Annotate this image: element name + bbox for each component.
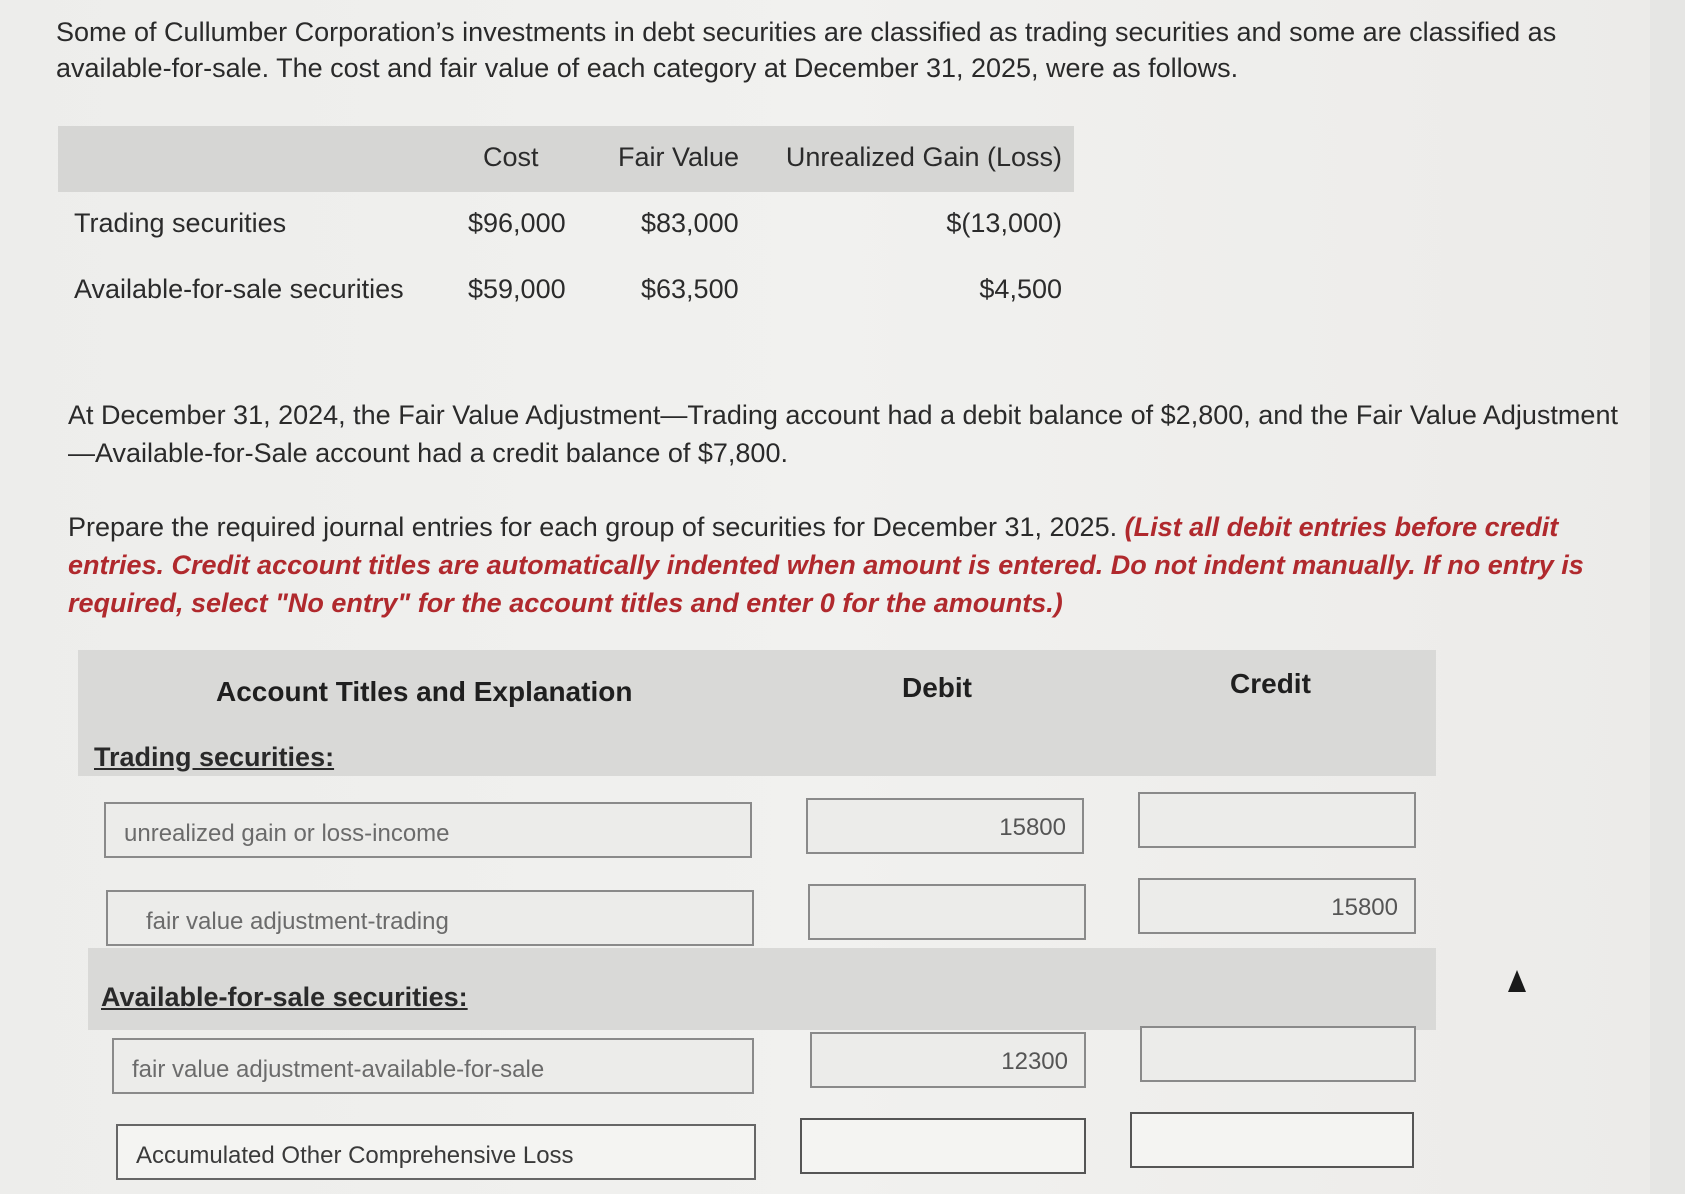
credit-amount-input[interactable] bbox=[1130, 1112, 1414, 1168]
header-fair-value: Fair Value bbox=[618, 142, 740, 172]
row-gain: $(13,000) bbox=[946, 208, 1062, 238]
header-credit: Credit bbox=[1230, 668, 1311, 699]
row-cost: $59,000 bbox=[468, 274, 566, 304]
row-cost: $96,000 bbox=[468, 208, 566, 238]
table-row bbox=[58, 258, 1074, 324]
row-label: Trading securities bbox=[74, 208, 287, 238]
credit-amount-input[interactable] bbox=[1140, 1026, 1416, 1082]
row-label: Available-for-sale securities bbox=[74, 274, 404, 304]
credit-amount-input[interactable] bbox=[1138, 792, 1416, 848]
trading-section-label: Trading securities: bbox=[94, 742, 335, 772]
debit-amount-input[interactable] bbox=[800, 1118, 1086, 1174]
account-title-input[interactable]: Accumulated Other Comprehensive Loss bbox=[116, 1124, 756, 1180]
row-gain: $4,500 bbox=[979, 274, 1062, 304]
header-debit: Debit bbox=[902, 672, 972, 703]
header-cost: Cost bbox=[483, 142, 539, 172]
instruction-note: (List all debit entries before credit entries. Credit account titles are automatically indented when amount is entered. Do not indent manually. If no entry is required, select "No entry" for the account titles and enter 0 for the amounts.) bbox=[68, 512, 1584, 618]
balance-text: At December 31, 2024, the Fair Value Adjustment—Trading account had a debit balance of $2,800, and the Fair Value Adjustment—Available-for-Sale account had a credit balance of $7,800. bbox=[68, 400, 1618, 468]
intro-text: Some of Cullumber Corporation’s investments in debt securities are classified as trading securities and some are classified as available-for-sale. The cost and fair value of each category at December 31, 2025, were as follows. bbox=[56, 17, 1557, 83]
investments-table bbox=[58, 126, 1074, 324]
account-title-input[interactable]: fair value adjustment-available-for-sale bbox=[112, 1038, 754, 1094]
account-title-input[interactable]: unrealized gain or loss-income bbox=[104, 802, 752, 858]
header-account-titles: Account Titles and Explanation bbox=[216, 676, 633, 707]
investments-table-header bbox=[58, 126, 1074, 192]
instructions bbox=[68, 508, 1628, 622]
debit-amount-input[interactable]: 15800 bbox=[806, 798, 1084, 854]
mouse-cursor-icon bbox=[1508, 970, 1526, 992]
header-unrealized-gain: Unrealized Gain (Loss) bbox=[785, 142, 1062, 172]
credit-amount-input[interactable]: 15800 bbox=[1138, 878, 1416, 934]
debit-amount-input[interactable] bbox=[808, 884, 1086, 940]
afs-section-label: Available-for-sale securities: bbox=[101, 982, 468, 1012]
row-fair-value: $63,500 bbox=[641, 274, 739, 304]
debit-amount-input[interactable]: 12300 bbox=[810, 1032, 1086, 1088]
instruction-main: Prepare the required journal entries for each group of securities for December 31, 2025. bbox=[68, 512, 1118, 542]
account-title-input[interactable]: fair value adjustment-trading bbox=[106, 890, 754, 946]
row-fair-value: $83,000 bbox=[641, 208, 739, 238]
table-row bbox=[58, 192, 1074, 258]
